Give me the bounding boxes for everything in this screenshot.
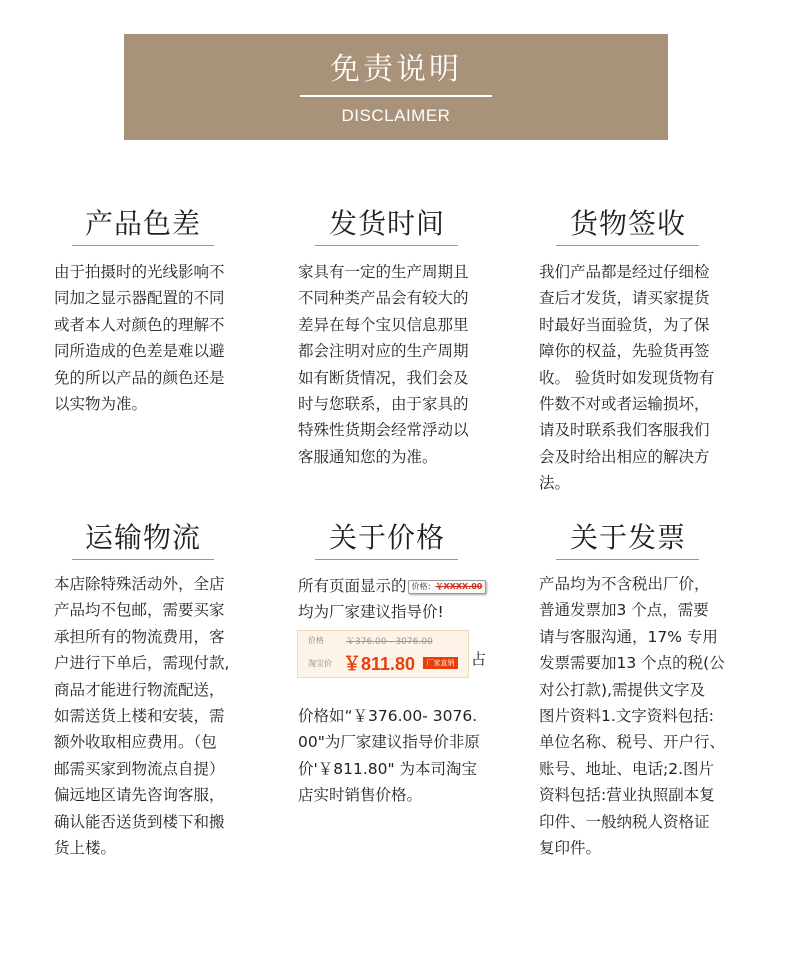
- text-line: 00"为厂家建议指导价非原: [298, 733, 480, 752]
- text-line: 图片资料1.文字资料包括:: [539, 707, 715, 726]
- text-line: 产品均不包邮，需要买家: [54, 601, 225, 620]
- section-body-logistics: [54, 571, 254, 861]
- text-line: 邮需买家到物流点自提）: [54, 759, 225, 778]
- text-line: 单位名称、税号、开户行、: [539, 733, 726, 752]
- factory-direct-badge: 厂家直销: [423, 657, 458, 669]
- section-rule: [315, 245, 458, 246]
- text-line: 本店除特殊活动外，全店: [54, 575, 225, 593]
- text-line: 件数不对或者运输损坏，: [539, 395, 710, 414]
- section-title-color-difference: 产品色差: [84, 207, 201, 240]
- text-line: 确认能否送货到楼下和搬: [54, 812, 225, 831]
- text-line: 或者本人对颜色的理解不: [54, 315, 225, 334]
- text-line: 时最好当面验货，为了保: [539, 315, 710, 334]
- text-line: 发票需要加13 个点的税(公: [539, 654, 725, 673]
- section-intro-price: [298, 573, 518, 626]
- text-line: 法。: [539, 474, 571, 493]
- text-line: 货上楼。: [54, 839, 117, 858]
- banner-divider: [300, 95, 492, 97]
- price-intro-text: 所有页面显示的: [298, 577, 407, 595]
- text-line: 时与您联系，由于家具的: [298, 395, 469, 414]
- section-rule: [315, 559, 458, 560]
- text-line: 商品才能进行物流配送，: [54, 680, 225, 699]
- price-example-card: [297, 630, 469, 678]
- text-line: 特殊性货期会经常浮动以: [298, 421, 469, 440]
- text-line: 请与客服沟通，17% 专用: [539, 627, 718, 646]
- text-line: 店实时销售价格。: [298, 786, 423, 805]
- taobao-price-label: 淘宝价: [308, 659, 332, 668]
- section-body-invoice: [539, 571, 759, 861]
- sale-price: ￥811.80: [343, 654, 416, 674]
- section-title-logistics: 运输物流: [84, 521, 201, 554]
- text-line: 家具有一定的生产周期且: [298, 263, 469, 281]
- text-line: 以实物为准。: [54, 395, 148, 414]
- price-tag-sample: [408, 580, 487, 594]
- text-line: 额外收取相应费用。（包: [54, 733, 217, 752]
- section-rule: [72, 245, 214, 246]
- section-body-delivery-time: [298, 259, 498, 470]
- text-line: 收。 验货时如发现货物有: [539, 368, 715, 387]
- text-line: 产品均为不含税出厂价，: [539, 575, 710, 593]
- section-title-price: 关于价格: [328, 521, 445, 554]
- text-line: 我们产品都是经过仔细检: [539, 263, 710, 281]
- original-price: ￥376.00 - 3076.00: [346, 637, 433, 647]
- text-line: 均为厂家建议指导价!: [298, 603, 444, 622]
- text-line: 偏远地区请先咨询客服，: [54, 786, 225, 805]
- text-line: 免的所以产品的颜色还是: [54, 368, 225, 387]
- text-line: 价'￥811.80" 为本司淘宝: [298, 759, 478, 778]
- banner-title: 免责说明: [330, 52, 462, 87]
- price-tag-value: ￥XXXX.00: [435, 581, 483, 591]
- text-line: 如有断货情况，我们会及: [298, 368, 469, 387]
- text-line: 由于拍摄时的光线影响不: [54, 263, 225, 281]
- text-line: 对公打款),需提供文字及: [539, 680, 705, 699]
- text-line: 差异在每个宝贝信息那里: [298, 315, 469, 334]
- text-line: 如需送货上楼和安装，需: [54, 707, 225, 726]
- text-line: 请及时联系我们客服我们: [539, 421, 710, 440]
- text-line: 账号、地址、电话;2.图片: [539, 759, 715, 778]
- section-title-invoice: 关于发票: [569, 521, 686, 554]
- text-line: 资料包括:营业执照副本复: [539, 786, 715, 805]
- text-line: 普通发票加3 个点，需要: [539, 601, 709, 620]
- price-tag-label: 价格：: [411, 581, 436, 591]
- text-line: 同所造成的色差是难以避: [54, 342, 225, 361]
- text-line: 会及时给出相应的解决方: [539, 447, 710, 466]
- text-line: 查后才发货，请买家提货: [539, 289, 710, 308]
- text-line: 都会注明对应的生产周期: [298, 342, 469, 361]
- section-rule: [556, 559, 699, 560]
- section-body-color-difference: [54, 259, 254, 417]
- text-line: 障你的权益，先验货再签: [539, 342, 710, 361]
- text-line: 价格如“￥376.00- 3076.: [298, 707, 478, 725]
- section-rule: [72, 559, 214, 560]
- section-body-goods-receipt: [539, 259, 739, 497]
- section-title-delivery-time: 发货时间: [328, 207, 445, 240]
- section-rule: [556, 245, 699, 246]
- text-line: 复印件。: [539, 839, 602, 858]
- section-body-price: [298, 703, 518, 809]
- text-line: 承担所有的物流费用，客: [54, 627, 225, 646]
- text-line: 印件、一般纳税人资格证: [539, 812, 710, 831]
- cropped-text: 占: [471, 650, 487, 668]
- text-line: [298, 573, 518, 599]
- disclaimer-banner: [124, 34, 668, 140]
- text-line: 户进行下单后，需现付款,: [54, 654, 230, 673]
- banner-subtitle: DISCLAIMER: [341, 106, 451, 125]
- section-title-goods-receipt: 货物签收: [569, 207, 686, 240]
- price-label: 价格: [308, 636, 324, 645]
- text-line: 不同种类产品会有较大的: [298, 289, 469, 308]
- text-line: 同加之显示器配置的不同: [54, 289, 225, 308]
- text-line: 客服通知您的为准。: [298, 447, 438, 466]
